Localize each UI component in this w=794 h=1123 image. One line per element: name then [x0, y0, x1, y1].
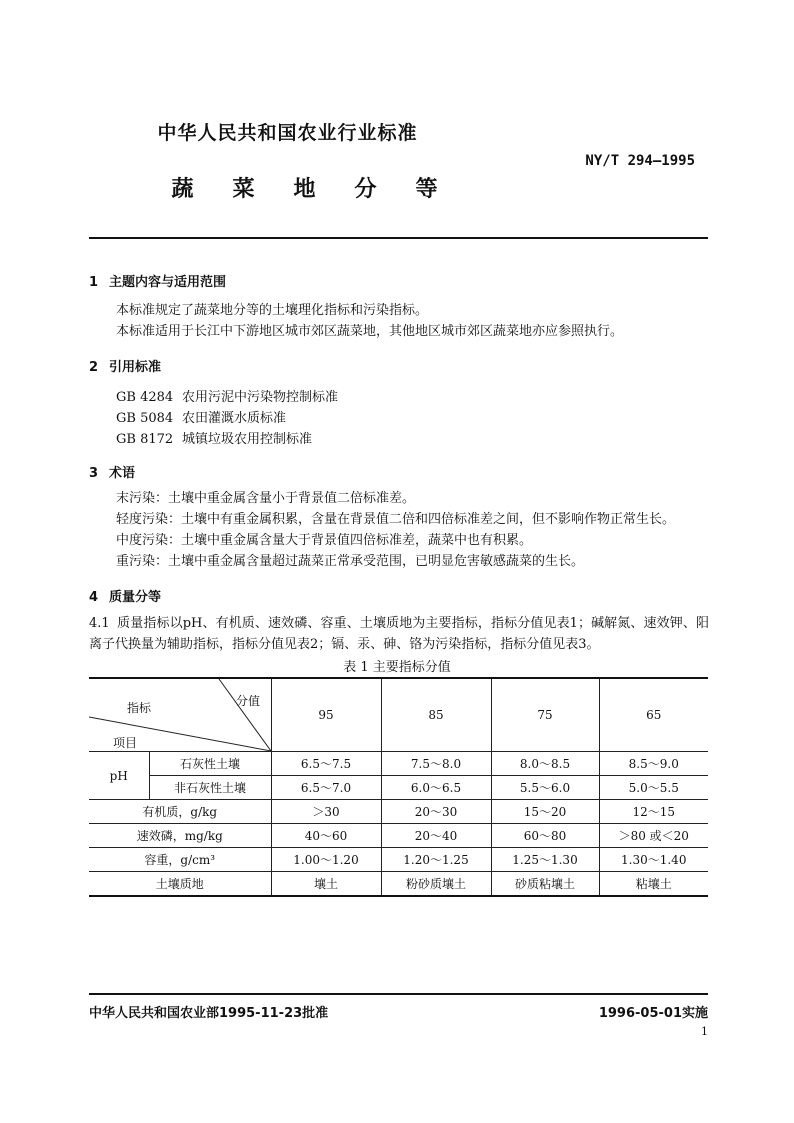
section-4-heading [89, 586, 161, 605]
value-cell: 1.00～1.20 [271, 848, 381, 872]
section-number: 1 [89, 275, 99, 290]
score-header-cell: 95 [271, 678, 381, 752]
value-cell: 5.0～5.5 [599, 776, 708, 800]
value-cell: 1.30～1.40 [599, 848, 708, 872]
term-definition: 中度污染：土壤中重金属含量大于背景值四倍标准差，蔬菜中也有积累。 [116, 533, 533, 548]
reference-item [116, 428, 312, 447]
value-cell: 1.20～1.25 [381, 848, 491, 872]
section-number: 3 [89, 466, 99, 481]
footer-rule [89, 993, 708, 995]
page-number: 1 [701, 1025, 708, 1038]
standard-code: NY/T 294—1995 [585, 153, 695, 169]
value-cell: 6.0～6.5 [381, 776, 491, 800]
section-1-para-1: 本标准规定了蔬菜地分等的土壤理化指标和污染指标。 [116, 303, 429, 318]
term-definition: 轻度污染：土壤中有重金属积累，含量在背景值二倍和四倍标准差之间，但不影响作物正常生长。 [116, 512, 676, 527]
section-number: 4 [89, 590, 99, 605]
section-2-heading [89, 356, 161, 375]
table-row [89, 848, 708, 872]
value-cell: 8.0～8.5 [491, 752, 599, 776]
reference-item [116, 407, 286, 426]
row-label-cell: 石灰性土壤 [149, 752, 271, 776]
ph-label-cell: pH [89, 752, 149, 800]
org-title: 中华人民共和国农业行业标准 [157, 122, 418, 144]
score-header-cell: 65 [599, 678, 708, 752]
reference-name: 农用污泥中污染物控制标准 [182, 390, 339, 405]
clause-4-1 [89, 613, 709, 655]
value-cell: ＞30 [271, 800, 381, 824]
table-header-row [89, 678, 708, 752]
value-cell: 15～20 [491, 800, 599, 824]
value-cell: 40～60 [271, 824, 381, 848]
section-title: 术语 [109, 466, 136, 481]
header-indicator-label: 指标 [127, 701, 152, 715]
value-cell: 6.5～7.0 [271, 776, 381, 800]
table-row [89, 800, 708, 824]
table-row [89, 752, 708, 776]
reference-code: GB 5084 [116, 411, 174, 426]
value-cell: 6.5～7.5 [271, 752, 381, 776]
reference-code: GB 4284 [116, 390, 174, 405]
term-definition: 重污染：土壤中重金属含量超过蔬菜正常承受范围，已明显危害敏感蔬菜的生长。 [116, 554, 585, 569]
header-score-label: 分值 [236, 694, 261, 708]
reference-name: 农田灌溉水质标准 [182, 411, 287, 426]
table-row [89, 824, 708, 848]
section-1-para-2: 本标准适用于长江中下游地区城市郊区蔬菜地，其他地区城市郊区蔬菜地亦应参照执行。 [116, 324, 624, 339]
value-cell: 7.5～8.0 [381, 752, 491, 776]
score-header-cell: 85 [381, 678, 491, 752]
clause-number: 4.1 [89, 616, 110, 631]
clause-text: 质量指标以pH、有机质、速效磷、容重、土壤质地为主要指标，指标分值见表1；碱解氮、速效钾、阳离子代换量为辅助指标，指标分值见表2；镉、汞、砷、铬为污染指标，指标分值见表3。 [89, 616, 709, 652]
value-cell: 粘壤土 [599, 872, 708, 897]
reference-name: 城镇垃圾农用控制标准 [182, 432, 313, 447]
issuer-approval: 中华人民共和国农业部1995-11-23批准 [89, 1006, 329, 1021]
value-cell: 60～80 [491, 824, 599, 848]
value-cell: 砂质粘壤土 [491, 872, 599, 897]
section-1-heading [89, 271, 226, 290]
value-cell: ＞80 或＜20 [599, 824, 708, 848]
row-label-cell: 速效磷，mg/kg [89, 824, 271, 848]
header-rule [89, 237, 708, 239]
value-cell: 20～40 [381, 824, 491, 848]
reference-code: GB 8172 [116, 432, 174, 447]
value-cell: 5.5～6.0 [491, 776, 599, 800]
document-title: 蔬菜地分等 [171, 177, 477, 202]
table-row [89, 776, 708, 800]
header-diagonal-cell [89, 678, 271, 752]
table-caption: 表 1 主要指标分值 [343, 660, 451, 675]
section-title: 引用标准 [109, 360, 162, 375]
row-label-cell: 非石灰性土壤 [149, 776, 271, 800]
value-cell: 1.25～1.30 [491, 848, 599, 872]
table-row [89, 872, 708, 897]
score-header-cell: 75 [491, 678, 599, 752]
section-title: 主题内容与适用范围 [109, 275, 227, 290]
section-title: 质量分等 [109, 590, 162, 605]
value-cell: 粉砂质壤土 [381, 872, 491, 897]
effective-date: 1996-05-01实施 [598, 1006, 708, 1021]
value-cell: 8.5～9.0 [599, 752, 708, 776]
value-cell: 20～30 [381, 800, 491, 824]
section-3-heading [89, 462, 135, 481]
value-cell: 壤土 [271, 872, 381, 897]
value-cell: 12～15 [599, 800, 708, 824]
header-item-label: 项目 [113, 736, 138, 750]
main-indicator-table [89, 677, 708, 897]
term-definition: 末污染：土壤中重金属含量小于背景值二倍标准差。 [116, 491, 416, 506]
row-label-cell: 土壤质地 [89, 872, 271, 897]
row-label-cell: 有机质，g/kg [89, 800, 271, 824]
reference-item [116, 386, 338, 405]
row-label-cell: 容重，g/cm³ [89, 848, 271, 872]
section-number: 2 [89, 360, 99, 375]
